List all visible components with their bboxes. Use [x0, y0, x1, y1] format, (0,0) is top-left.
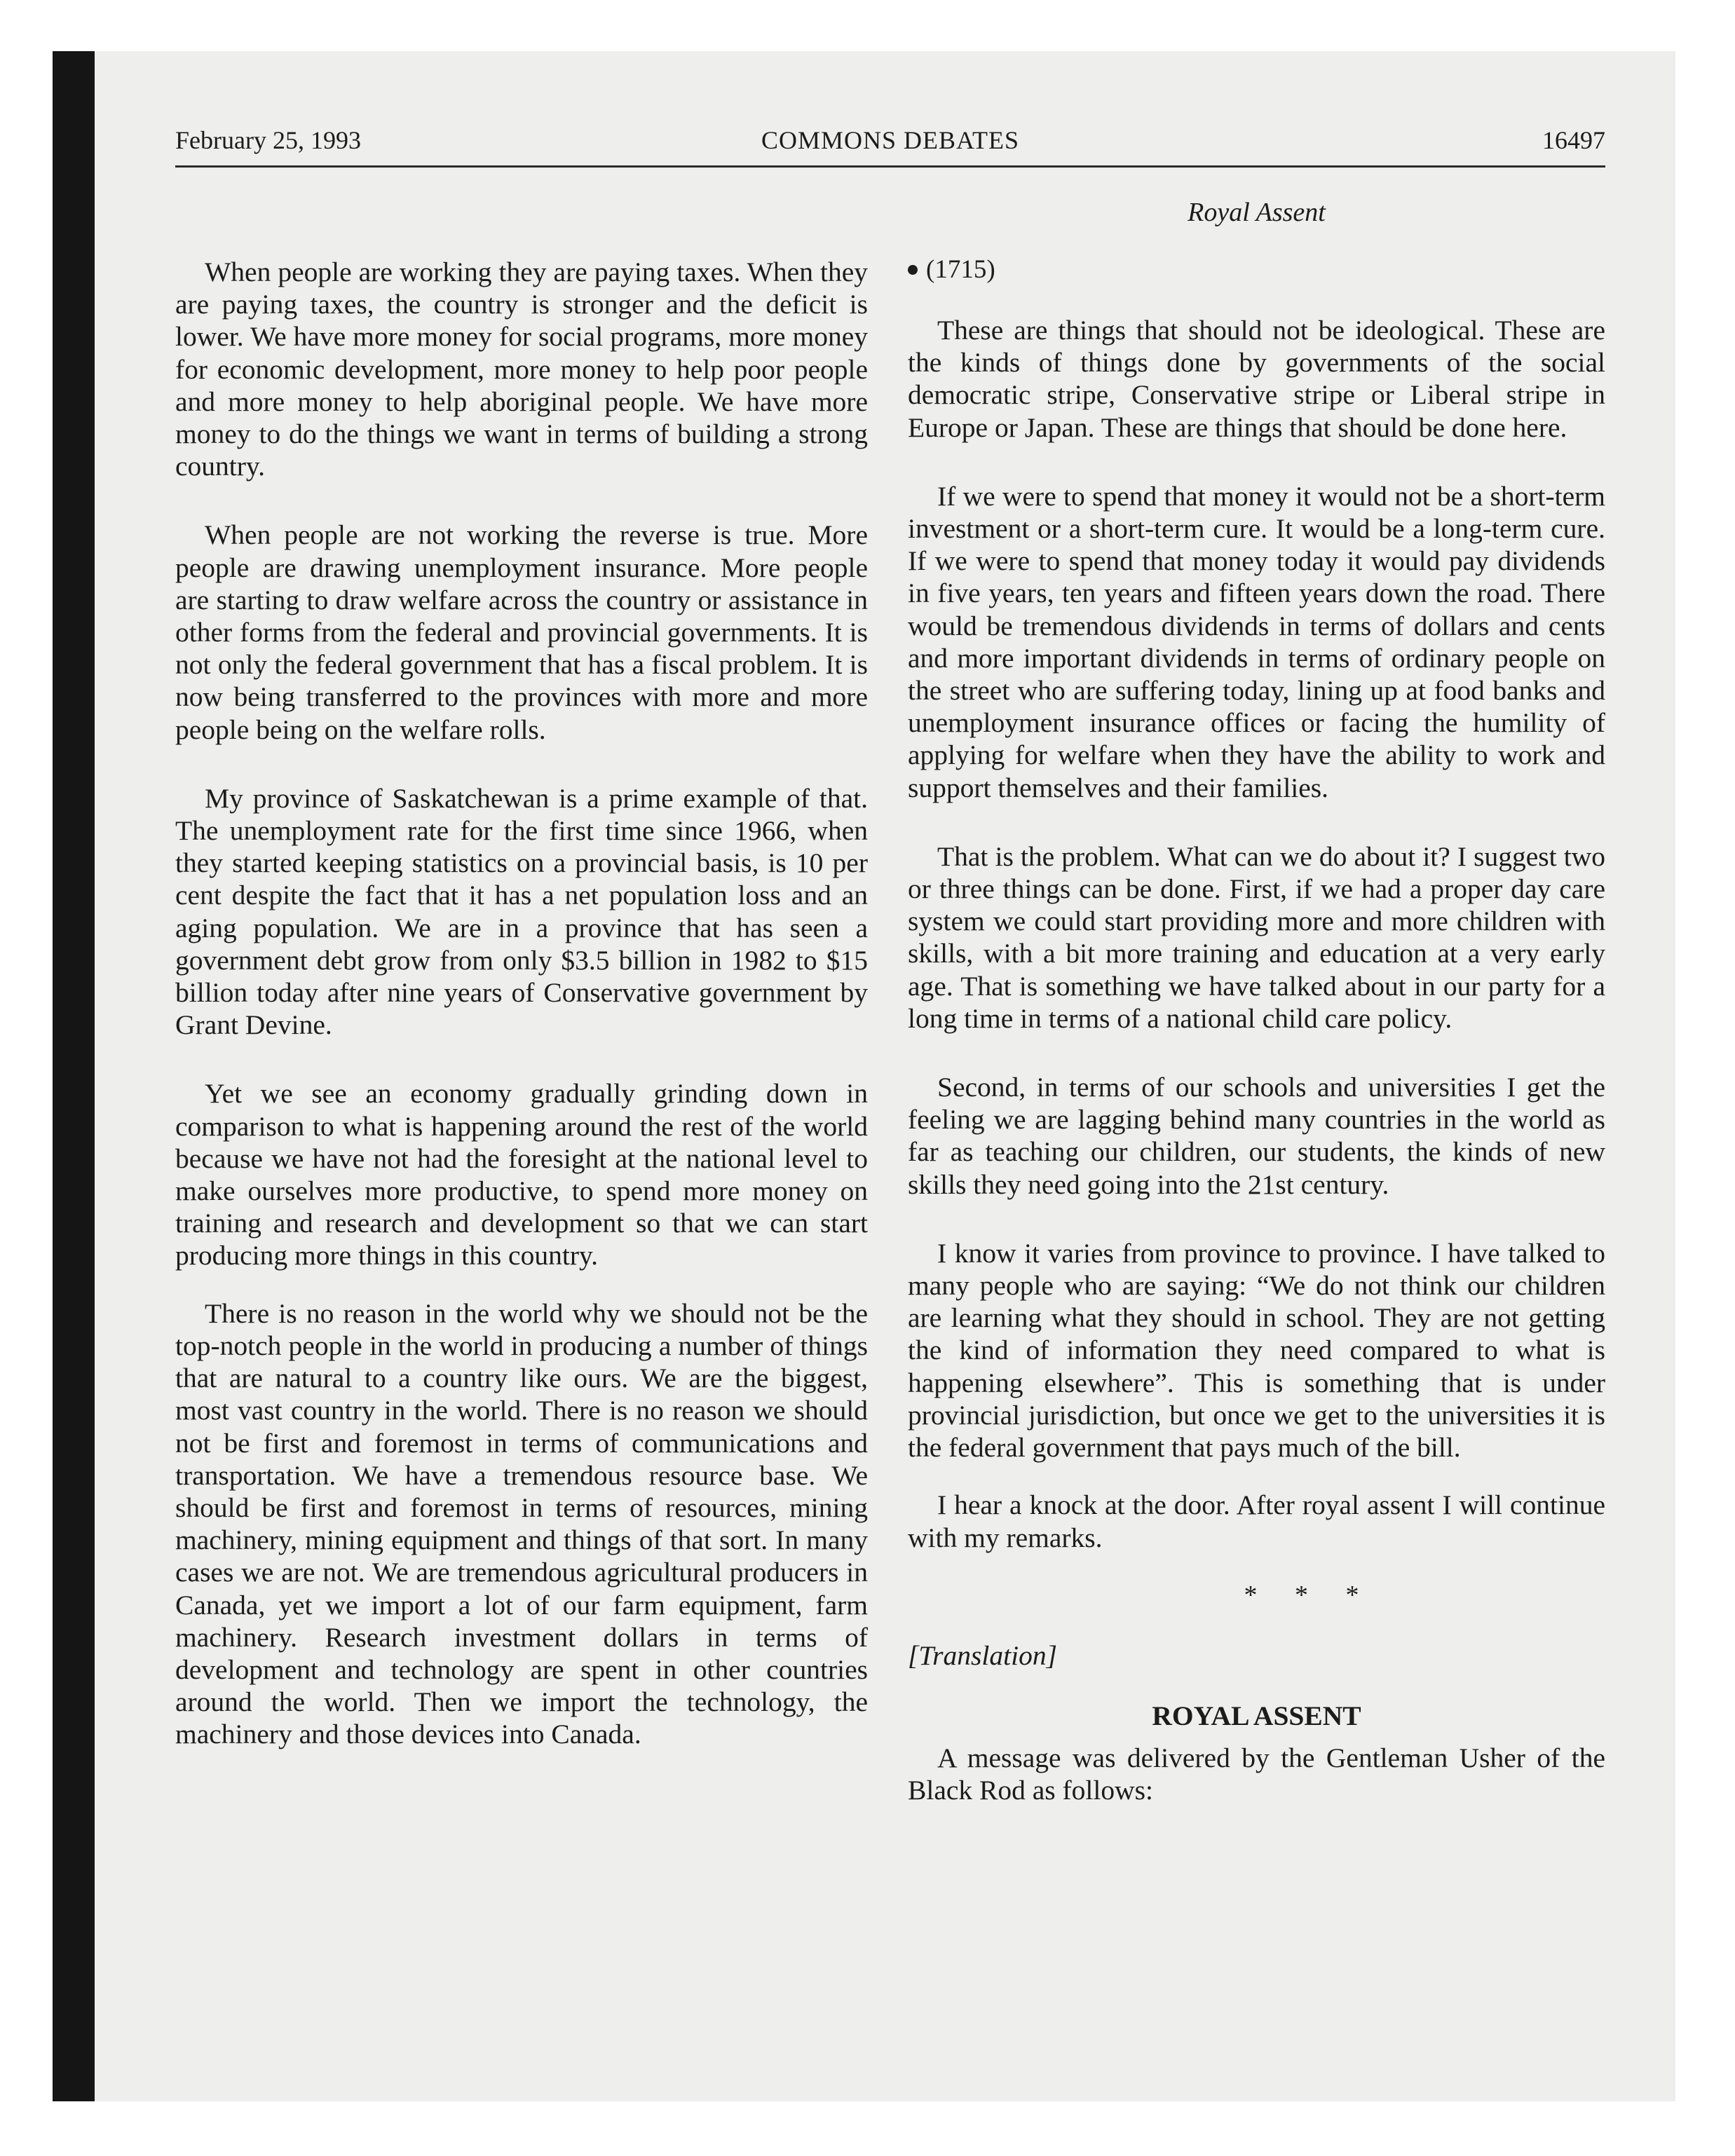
header-date: February 25, 1993 [175, 126, 361, 154]
running-head: Royal Assent [1188, 198, 1326, 227]
time-stamp [908, 254, 1605, 286]
publication-title: COMMONS DEBATES [761, 126, 1020, 154]
paragraph: Second, in terms of our schools and universities I get the feeling we are lagging behind many countries in the world as far as teaching our children, our students, the kinds of new skills they need going into the 21st century. [908, 1072, 1605, 1200]
paragraph: I hear a knock at the door. After royal assent I will continue with my remarks. [908, 1489, 1605, 1553]
right-column [908, 196, 1605, 1843]
page-number: 16497 [1542, 126, 1605, 154]
paragraph: A message was delivered by the Gentleman Usher of the Black Rod as follows: [908, 1742, 1605, 1806]
section-title: ROYAL ASSENT [1152, 1700, 1361, 1731]
translation-tag [908, 1639, 1605, 1672]
paragraph: If we were to spend that money it would not be a short-term investment or a short-term cure. It would be a long-term cure. If we were to spend that money today it would pay dividends in five years, ten years and fifteen years down the road. There would be tremendous dividends in terms of dollars and cents and more important dividends in terms of ordinary people on the street who are suffering today, lining up at food banks and unemployment insurance offices or facing the humility of applying for welfare when they have the ability to work and support themselves and their families. [908, 480, 1605, 803]
paragraph: When people are working they are paying taxes. When they are paying taxes, the country is stronger and the deficit is lower. We have more money for social programs, more money for economic development, more money to help poor people and more money to help aboriginal people. We have more money to do the things we want in terms of building a strong country. [175, 257, 868, 482]
left-column [175, 256, 868, 1787]
paragraph: I know it varies from province to province. I have talked to many people who are saying: “We do not think our children are learning what they should in school. They are not getting the kind of information they need compared to what is happening elsewhere”. This is something that is under provincial jurisdiction, but once we get to the universities it is the federal government that pays much of the bill. [908, 1237, 1605, 1464]
paragraph: Yet we see an economy gradually grinding down in comparison to what is happening around the rest of the world because we have not had the foresight at the national level to make ourselves more productive, to spend more money on training and research and development so that we can start producing more things in this country. [175, 1078, 868, 1271]
bullet-icon [908, 265, 918, 275]
scan-edge-shadow [53, 51, 95, 2101]
paragraph: That is the problem. What can we do about it? I suggest two or three things can be done. First, if we had a proper day care system we could start providing more and more children with skills, with a bit more training and education at a very early age. That is something we have talked about in our party for a long time in terms of a national child care policy. [908, 840, 1605, 1034]
section-separator: * * * [1244, 1580, 1375, 1610]
paragraph: These are things that should not be ideological. These are the kinds of things done by governments of the social democratic stripe, Conservative stripe or Liberal stripe in Europe or Japan. These are things that should be done here. [908, 315, 1605, 443]
time-stamp-text: (1715) [926, 255, 995, 284]
paragraph: There is no reason in the world why we should not be the top-notch people in the world in producing a number of things that are natural to a country like ours. We are the biggest, most vast country in the world. There is no reason we should not be first and foremost in terms of communications and transportation. We have a tremendous resource base. We should be first and foremost in terms of resources, mining machinery, mining equipment and things of that sort. In many cases we are not. We are tremendous agricultural producers in Canada, yet we import a lot of our farm equipment, farm machinery. Research investment dollars in terms of development and technology are spent in other countries around the world. Then we import the technology, the machinery and those devices into Canada. [175, 1297, 868, 1750]
paragraph: When people are not working the reverse is true. More people are drawing unemployment insurance. More people are starting to draw welfare across the country or assistance in other forms from the federal and provincial governments. It is not only the federal government that has a fiscal problem. It is now being transferred to the provinces with more and more people being on the welfare rolls. [175, 519, 868, 745]
page-header [175, 119, 1605, 168]
hansard-page [175, 119, 1605, 1913]
translation-tag-text: [Translation] [908, 1639, 1057, 1671]
paragraph: My province of Saskatchewan is a prime example of that. The unemployment rate for the first time since 1966, when they started keeping statistics on a provincial basis, is 10 per cent despite the fact that it has a net population loss and an aging population. We are in a province that has seen a government debt grow from only $3.5 billion in 1982 to $15 billion today after nine years of Conservative government by Grant Devine. [175, 782, 868, 1041]
